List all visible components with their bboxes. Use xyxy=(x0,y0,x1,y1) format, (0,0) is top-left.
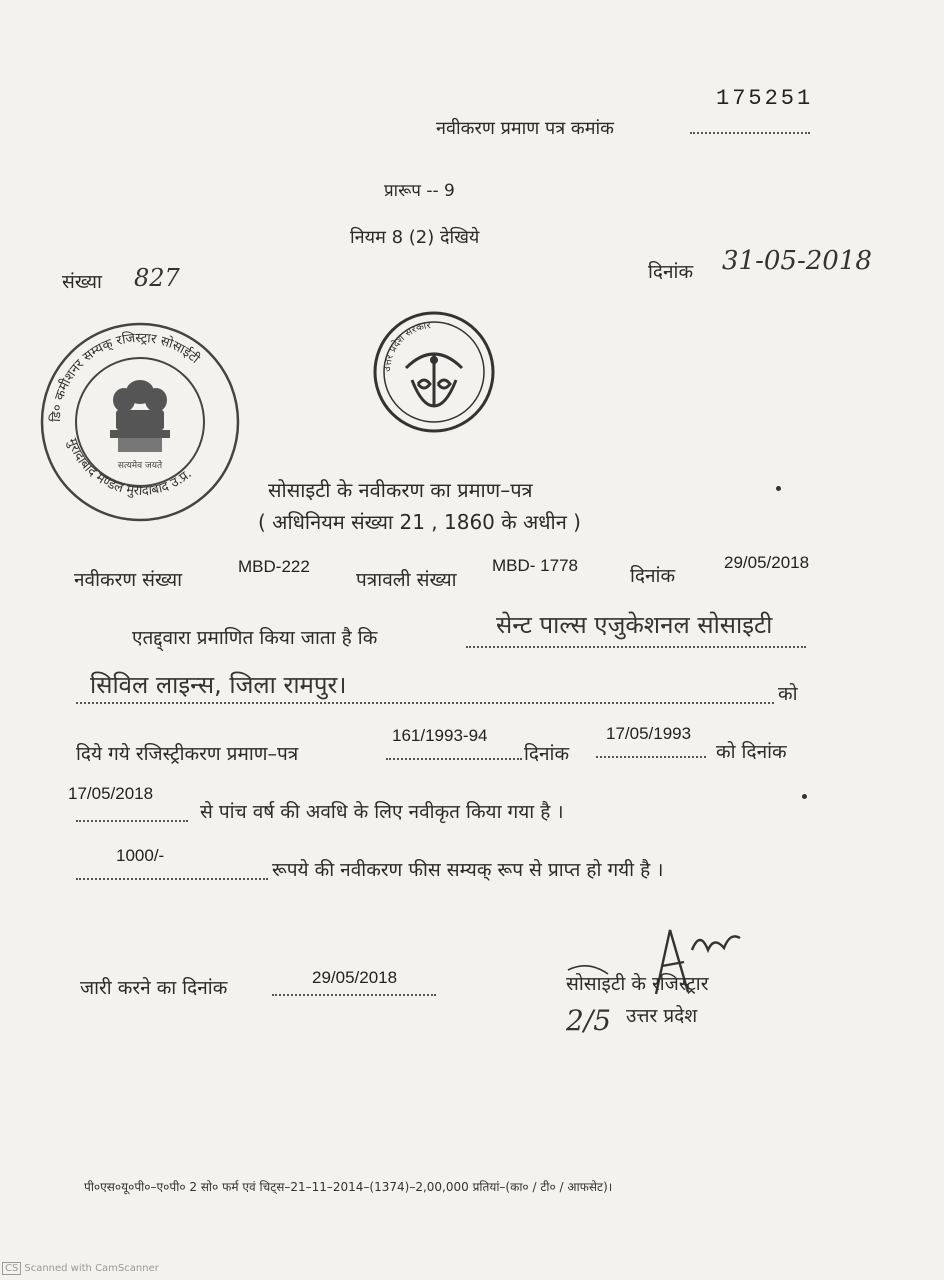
given-text: दिये गये रजिस्ट्रीकरण प्रमाण–पत्र xyxy=(76,743,299,765)
seal-ring-text: डि० कमीशनर सम्यक् रजिस्ट्रार सोसाईटी xyxy=(48,330,203,423)
issue-date-label: जारी करने का दिनांक xyxy=(80,977,228,999)
file-no: MBD- 1778 xyxy=(492,556,578,575)
society-address: सिविल लाइन्स, जिला रामपुर। xyxy=(90,671,347,699)
registrar-state: उत्तर प्रदेश xyxy=(626,1005,698,1027)
society-name: सेन्ट पाल्स एजुकेशनल सोसाइटी xyxy=(496,611,773,639)
header-date: 31-05-2018 xyxy=(722,246,872,276)
certify-text: एतद्द्वारा प्रमाणित किया जाता है कि xyxy=(132,627,378,649)
issue-date-dots xyxy=(272,994,436,996)
registrar-seal-icon xyxy=(38,320,243,525)
registration-date-dots xyxy=(596,756,706,758)
renewal-from-date: 17/05/2018 xyxy=(68,784,154,803)
registration-no-dots xyxy=(386,758,522,760)
ko-label: को xyxy=(778,683,798,705)
society-name-dots xyxy=(466,646,806,648)
up-govt-emblem-icon xyxy=(372,310,496,434)
certificate-subtitle: ( अधिनियम संख्या 21 , 1860 के अधीन ) xyxy=(258,510,581,534)
period-text: से पांच वर्ष की अवधि के लिए नवीकृत किया गया है । xyxy=(200,801,564,823)
form-label: प्रारूप -- 9 xyxy=(384,181,455,201)
camscanner-logo-icon: CS xyxy=(2,1262,21,1275)
emblem-ring-text: उत्तर प्रदेश सरकार xyxy=(381,320,432,373)
registration-date: 17/05/1993 xyxy=(606,724,692,743)
details-date-label: दिनांक xyxy=(630,565,676,587)
renewal-no-label: नवीकरण संख्या xyxy=(74,569,183,591)
certificate-number-label: नवीकरण प्रमाण पत्र कमांक xyxy=(436,118,614,139)
issue-date: 29/05/2018 xyxy=(312,968,398,987)
fee-text: रूपये की नवीकरण फीस सम्यक् रूप से प्राप्त हो गयी है । xyxy=(272,859,664,881)
seal-ring-bottom: मुरादाबाद मण्डल मुरादाबाद उ.प्र. xyxy=(64,436,195,500)
address-dots xyxy=(76,702,774,704)
fee-dots xyxy=(76,878,268,880)
speck xyxy=(776,486,781,491)
rule-label: नियम 8 (2) देखिये xyxy=(350,227,480,248)
sankhya-value: 827 xyxy=(134,264,180,292)
fee-amount: 1000/- xyxy=(116,846,165,865)
details-date: 29/05/2018 xyxy=(724,553,810,572)
scanner-badge-text: Scanned with CamScanner xyxy=(24,1263,159,1274)
sankhya-label: संख्या xyxy=(62,271,102,293)
file-no-label: पत्रावली संख्या xyxy=(356,569,457,591)
certificate-number-dots xyxy=(690,132,810,134)
seal-motto: सत्यमेव जयते xyxy=(117,461,163,471)
speck xyxy=(802,794,807,799)
renewal-from-dots xyxy=(76,820,188,822)
renewal-no: MBD-222 xyxy=(238,557,310,576)
svg-text:उत्तर प्रदेश सरकार xyxy=(382,320,432,372)
date-label: दिनांक xyxy=(648,261,694,283)
handwritten-note: 2/5 xyxy=(566,1004,612,1037)
scanner-badge xyxy=(2,1262,159,1275)
printer-line: पी०एस०यू०पी०–ए०पी० 2 सो० फर्म एवं चिट्स–21–11–2014–(1374)–2,00,000 प्रतियां–(का० / टी० / आफसेट)। xyxy=(84,1180,613,1194)
certificate-title: सोसाइटी के नवीकरण का प्रमाण–पत्र xyxy=(268,478,533,502)
registration-no: 161/1993-94 xyxy=(392,726,488,745)
registration-date-label: दिनांक xyxy=(524,743,570,765)
certificate-number: 175251 xyxy=(716,86,814,111)
registrar-title: सोसाइटी के रजिस्ट्रार xyxy=(566,973,709,995)
ko-dinank-label: को दिनांक xyxy=(716,741,787,763)
